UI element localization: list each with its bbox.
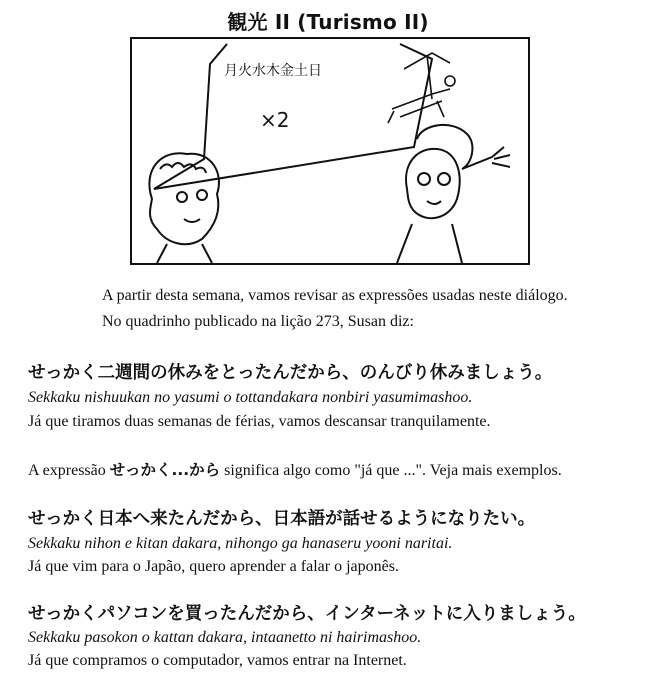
intro-line-1: A partir desta semana, vamos revisar as expressões usadas neste diálogo.	[102, 287, 568, 304]
example-2-translation: Já que compramos o computador, vamos entrar na Internet.	[28, 652, 407, 669]
multiplier-text: ×2	[260, 108, 290, 132]
example-2-romaji: Sekkaku pasokon o kattan dakara, intaanetto ni hairimashoo.	[28, 629, 422, 646]
example-2-japanese: せっかくパソコンを買ったんだから、インターネットに入りましょう。	[28, 604, 586, 624]
example-1-translation: Já que vim para o Japão, quero aprender a falar o japonês.	[28, 558, 399, 575]
comic-panel	[130, 37, 530, 265]
expression-keyword: せっかく...から	[109, 461, 221, 479]
woman-drawing	[149, 153, 219, 263]
calendar-days-text: 月火水木金土日	[224, 63, 322, 79]
comic-illustration	[132, 39, 528, 263]
intro-line-2: No quadrinho publicado na lição 273, Susan diz:	[102, 313, 414, 330]
expression-note	[28, 458, 562, 480]
expression-note-after: significa algo como "já que ...". Veja mais exemplos.	[220, 462, 562, 479]
example-1-japanese: せっかく日本へ来たんだから、日本語が話せるようになりたい。	[28, 509, 536, 529]
example-1-romaji: Sekkaku nihon e kitan dakara, nihongo ga hanaseru yooni naritai.	[28, 535, 453, 552]
main-example-japanese: せっかく二週間の休みをとったんだから、のんびり休みましょう。	[28, 363, 553, 383]
main-example-romaji: Sekkaku nishuukan no yasumi o tottandakara nonbiri yasumimashoo.	[28, 389, 473, 406]
main-example-translation: Já que tiramos duas semanas de férias, vamos descansar tranquilamente.	[28, 413, 491, 430]
page-title: 観光 II (Turismo II)	[227, 10, 429, 34]
expression-note-before: A expressão	[28, 462, 110, 479]
